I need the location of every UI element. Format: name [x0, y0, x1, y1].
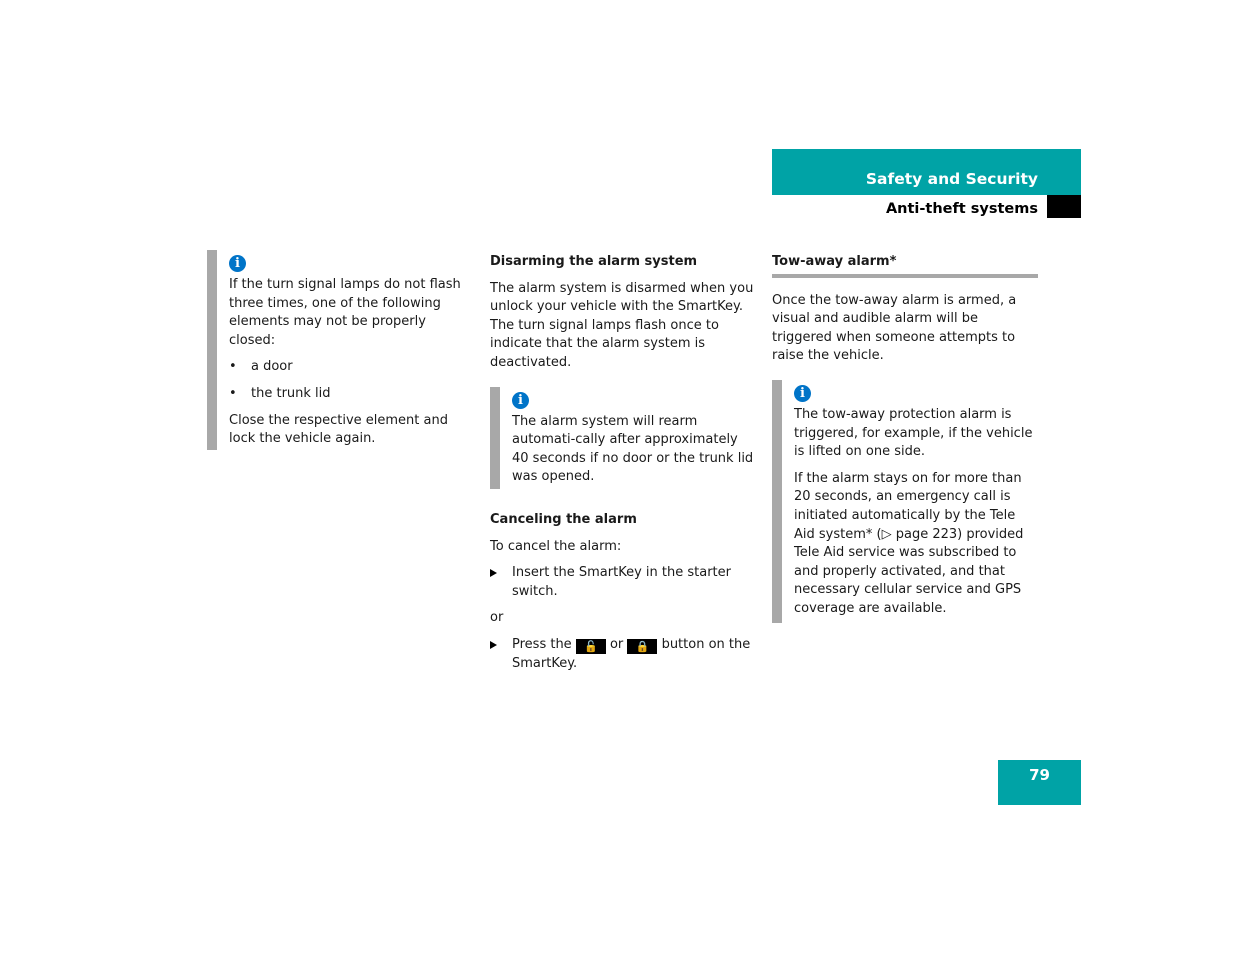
- step-text: Insert the SmartKey in the starter switch.: [512, 565, 731, 599]
- bullet-list: [229, 358, 472, 403]
- or-text: or: [490, 610, 504, 626]
- bullet-text: a door: [251, 359, 293, 375]
- subsection-marker: [1047, 195, 1081, 218]
- lock-key-icon: 🔒: [627, 639, 657, 654]
- info-icon: i: [794, 385, 811, 402]
- note-paragraph: If the alarm stays on for more than 20 seconds, an emergency call is initiated automatically by the Tele Aid system* (▷ page 223) provided Tele Aid service was subscribed to and properly activated, and that necessary cellular service and GPS coverage are available.: [794, 470, 1024, 616]
- disarm-heading: Disarming the alarm system: [490, 254, 698, 269]
- subsection-header: [772, 195, 1081, 218]
- list-item: [229, 385, 472, 404]
- page-number: 79: [1029, 766, 1050, 784]
- note-bar: [772, 380, 782, 623]
- step-or-text: or: [609, 636, 624, 652]
- unlock-key-icon: 🔓: [576, 639, 606, 654]
- subsection-title: Anti-theft systems: [885, 201, 1038, 217]
- bullet-dot: •: [229, 359, 237, 375]
- bullet-triangle-icon: [490, 641, 497, 649]
- section-header-bar: [772, 149, 1081, 195]
- note-bar: [207, 250, 217, 450]
- cancel-intro: To cancel the alarm:: [490, 538, 622, 554]
- note-intro: If the turn signal lamps do not flash three times, one of the following elements may not be properly closed:: [229, 277, 461, 348]
- tow-away-heading: Tow-away alarm*: [772, 254, 897, 269]
- note-text: The alarm system will rearm automati-cally after approximately 40 seconds if no door or the trunk lid was opened.: [512, 413, 754, 485]
- step-insert-key: [490, 564, 756, 601]
- step-text: button on the SmartKey.: [512, 636, 751, 671]
- bullet-triangle-icon: [490, 569, 497, 577]
- disarm-text: The alarm system is disarmed when you unlock your vehicle with the SmartKey. The turn signal lamps flash once to indicate that the alarm system is deactivated.: [490, 280, 754, 370]
- bullet-text: the trunk lid: [251, 385, 331, 401]
- list-item: [229, 358, 472, 377]
- bullet-dot: •: [229, 385, 237, 401]
- column-left: [207, 250, 472, 450]
- step-press-button: [490, 636, 756, 673]
- note-outro: Close the respective element and lock the vehicle again.: [229, 412, 448, 447]
- column-middle: [490, 250, 756, 681]
- info-note-tow-away: [772, 380, 1038, 623]
- heading-rule: [772, 274, 1038, 278]
- note-paragraph: The tow-away protection alarm is triggered, for example, if the vehicle is lifted on one side.: [794, 406, 1033, 460]
- tow-away-intro: Once the tow-away alarm is armed, a visual and audible alarm will be triggered when someone attempts to raise the vehicle.: [772, 292, 1017, 364]
- note-bar: [490, 387, 500, 489]
- info-icon: i: [512, 392, 529, 409]
- info-note-rearm: [490, 387, 756, 489]
- section-title: Safety and Security: [865, 170, 1038, 188]
- step-text: Press the: [512, 636, 572, 652]
- cancel-heading: Canceling the alarm: [490, 511, 637, 527]
- info-icon: i: [229, 255, 246, 272]
- page-number-box: [998, 760, 1081, 805]
- info-note-turn-signal: [207, 250, 472, 450]
- column-right: [772, 250, 1038, 623]
